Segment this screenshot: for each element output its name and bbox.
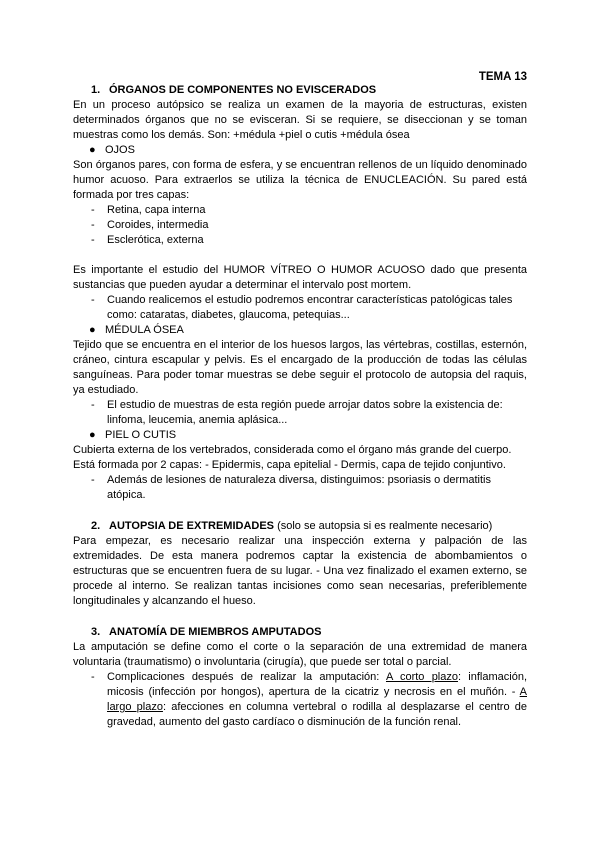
ojos-heading: [89, 143, 527, 158]
section-3-list: [73, 670, 527, 730]
list-item: [73, 670, 527, 730]
humor-list: [73, 293, 527, 323]
medula-list: [73, 398, 527, 428]
section-3-heading: [91, 625, 527, 640]
medula-text: Tejido que se encuentra en el interior de los huesos largos, las vértebras, costillas, esternón, cráneo, cintura escapular y pelvis. Es el encargado de la producción de todas las células sanguíneas. Para poder tomar muestras se debe seguir el protocolo de autopsia del raquis, ya estudiado.: [73, 339, 527, 396]
document-body: [73, 83, 527, 730]
section-1-number: 1.: [91, 84, 101, 96]
complications-text-a: Complicaciones después de realizar la amputación:: [107, 671, 386, 683]
bullet-icon: ●: [89, 324, 96, 336]
short-term-label: A corto plazo: [385, 671, 458, 683]
list-item: - Retina, capa interna: [73, 203, 527, 218]
piel-title: PIEL O CUTIS: [105, 429, 177, 441]
piel-list: [73, 473, 527, 503]
section-1-intro: En un proceso autópsico se realiza un examen de la mayoria de estructuras, existen determinados órganos que no se evisceran. Si se requiere, se diseccionan y se toman muestras como los demás. Son: +médula +piel o cutis +médula ósea: [73, 99, 527, 141]
piel-heading: [89, 428, 527, 443]
piel-text-2: Está formada por 2 capas: - Epidermis, capa epitelial - Dermis, capa de tejido conjuntivo.: [73, 459, 506, 471]
section-2-note: (solo se autopsia si es realmente necesario): [274, 520, 493, 532]
long-term-label: A largo plazo: [107, 686, 527, 713]
complications-text-c: : afecciones en columna vertebral o rodilla al desplazarse el centro de gravedad, aumento del gasto cardíaco o disminución de la función renal.: [107, 701, 527, 728]
list-item: - El estudio de muestras de esta región puede arrojar datos sobre la existencia de: linfoma, leucemia, anemia aplásica...: [73, 398, 527, 428]
complications-text-b: : inflamación, micosis (infección por hongos), apertura de la cicatriz y necrosis en el muñón. -: [107, 671, 527, 698]
topic-label: TEMA 13: [478, 71, 527, 83]
list-item: - Además de lesiones de naturaleza diversa, distinguimos: psoriasis o dermatitis atópica.: [73, 473, 527, 503]
list-item: - Cuando realicemos el estudio podremos encontrar características patológicas tales como: cataratas, diabetes, glaucoma, petequias...: [73, 293, 527, 323]
section-2-title: AUTOPSIA DE EXTREMIDADES: [109, 520, 275, 532]
medula-heading: [89, 323, 527, 338]
section-1-heading: [91, 83, 527, 98]
list-item: - Esclerótica, externa: [73, 233, 527, 248]
ojos-layers-list: [73, 203, 527, 248]
section-3-number: 3.: [91, 626, 101, 638]
section-2-number: 2.: [91, 520, 101, 532]
medula-title: MÉDULA ÓSEA: [105, 324, 184, 336]
ojos-title: OJOS: [105, 144, 135, 156]
section-2-text: Para empezar, es necesario realizar una inspección externa y palpación de las extremidades. De esta manera podremos captar la existencia de abombamientos o estructuras que se encuentren fuera de su lugar. - Una vez finalizado el examen externo, se procede al interno. Se realizan tantas incisiones como sean necesarias, preferiblemente longitudinales y alcanzando el hueso.: [73, 535, 527, 607]
list-item: - Coroides, intermedia: [73, 218, 527, 233]
humor-text: Es importante el estudio del HUMOR VÍTREO O HUMOR ACUOSO dado que presenta sustancias que pueden ayudar a determinar el intervalo post mortem.: [73, 264, 527, 291]
bullet-icon: ●: [89, 144, 96, 156]
section-3-text: La amputación se define como el corte o la separación de una extremidad de manera voluntaria (traumatismo) o involuntaria (cirugía), que puede ser total o parcial.: [73, 641, 527, 668]
section-1-title: ÓRGANOS DE COMPONENTES NO EVISCERADOS: [109, 84, 377, 96]
section-2-heading: [91, 519, 527, 534]
ojos-text: Son órganos pares, con forma de esfera, y se encuentran rellenos de un líquido denominado humor acuoso. Para extraerlos se utiliza la técnica de ENUCLEACIÓN. Su pared está formada por tres capas:: [73, 159, 527, 201]
section-3-title: ANATOMÍA DE MIEMBROS AMPUTADOS: [109, 626, 322, 638]
piel-text-1: Cubierta externa de los vertebrados, considerada como el órgano más grande del cuerpo.: [73, 444, 512, 456]
bullet-icon: ●: [89, 429, 96, 441]
